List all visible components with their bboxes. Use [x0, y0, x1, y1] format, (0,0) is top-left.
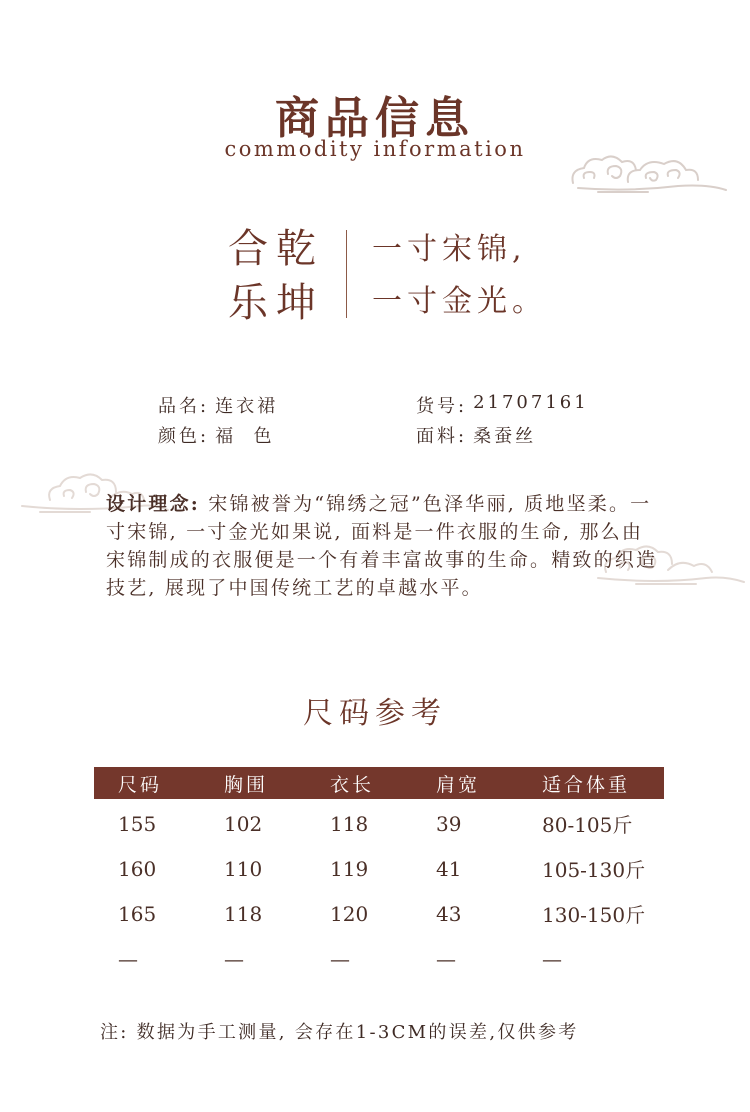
table-cell: 80-105斤: [542, 813, 633, 837]
header-cell: 胸围: [224, 773, 269, 796]
spec-item-no-value: 21707161: [473, 392, 589, 413]
size-table-header: [94, 767, 664, 799]
spec-color-value: 福 色: [215, 426, 275, 447]
spec-fabric: [416, 422, 536, 448]
header-cell: 适合体重: [542, 773, 631, 796]
table-cell: 110: [224, 856, 263, 881]
size-table: [94, 767, 664, 981]
table-cell: 155: [118, 811, 157, 836]
table-cell: 105-130斤: [542, 858, 646, 882]
spec-fabric-label: 面料:: [416, 426, 468, 447]
table-row: [94, 846, 664, 891]
table-cell: —: [436, 946, 456, 971]
slogan-line-1: 一寸宋锦,: [372, 232, 527, 267]
slogan-line-2: 一寸金光。: [372, 284, 547, 319]
brand-line-2: 乐坤: [228, 280, 324, 326]
spec-row-2: [158, 422, 638, 448]
measurement-note: 注: 数据为手工测量, 会存在1-3CM的误差,仅供参考: [100, 1022, 579, 1043]
spec-color-label: 颜色:: [158, 426, 210, 447]
table-cell: —: [542, 946, 562, 971]
design-concept: [106, 490, 662, 602]
spec-item-no: [416, 392, 589, 418]
table-cell: 120: [330, 901, 369, 926]
spec-fabric-value: 桑蚕丝: [473, 426, 537, 447]
size-table-title: 尺码参考: [303, 696, 447, 731]
design-concept-label: 设计理念:: [106, 493, 201, 515]
table-cell: 118: [224, 901, 263, 926]
table-cell: 165: [118, 901, 157, 926]
table-cell: 130-150斤: [542, 903, 646, 927]
table-cell: 41: [436, 856, 462, 881]
cloud-ornament-icon: [568, 148, 730, 198]
slogan: [372, 224, 592, 328]
brand-line-1: 合乾: [228, 226, 324, 272]
spec-row-1: [158, 392, 638, 418]
table-row: [94, 801, 664, 846]
brand-divider: [346, 230, 347, 318]
table-cell: —: [224, 946, 244, 971]
table-cell: 119: [330, 856, 369, 881]
table-row: [94, 936, 664, 981]
spec-name-value: 连衣裙: [215, 396, 279, 417]
table-cell: —: [118, 946, 138, 971]
spec-name-label: 品名:: [158, 396, 210, 417]
page-title: 商品信息: [275, 93, 475, 144]
spec-item-no-label: 货号:: [416, 396, 468, 417]
page-subtitle: commodity information: [224, 137, 526, 161]
table-cell: 160: [118, 856, 157, 881]
table-cell: 118: [330, 811, 369, 836]
spec-name: [158, 392, 416, 418]
header-cell: 尺码: [118, 773, 163, 796]
header-cell: 衣长: [330, 773, 375, 796]
table-cell: 102: [224, 811, 263, 836]
spec-color: [158, 422, 416, 448]
brand-name: [228, 222, 328, 330]
size-table-body: [94, 801, 664, 981]
table-row: [94, 891, 664, 936]
design-concept-text: 宋锦被誉为“锦绣之冠”色泽华丽, 质地坚柔。一寸宋锦, 一寸金光如果说, 面料是一件衣服的生命, 那么由宋锦制成的衣服便是一个有着丰富故事的生命。精致的织造技艺, 展现了中国传统工艺的卓越水平。: [106, 493, 658, 599]
table-cell: 43: [436, 901, 462, 926]
table-cell: —: [330, 946, 350, 971]
header-cell: 肩宽: [436, 773, 481, 796]
table-cell: 39: [436, 811, 462, 836]
